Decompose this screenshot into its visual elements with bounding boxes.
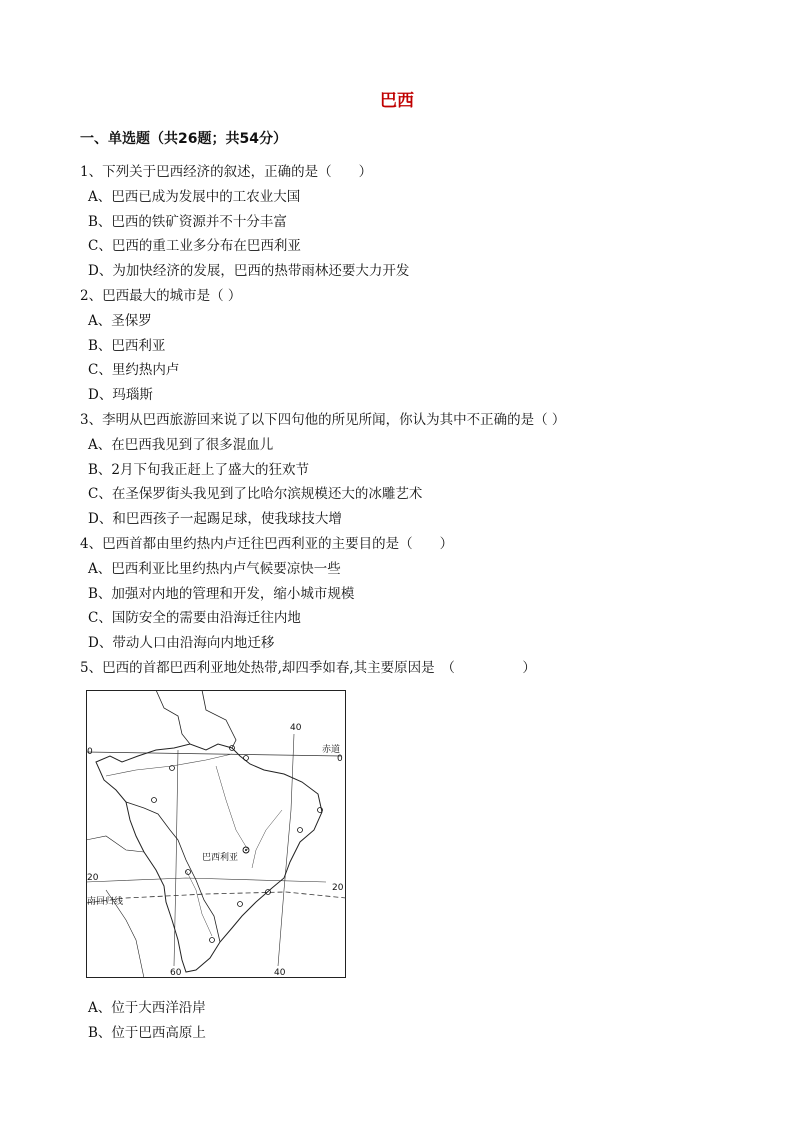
question-option: C、在圣保罗街头我见到了比哈尔滨规模还大的冰雕艺术 bbox=[88, 486, 423, 503]
question-option: A、巴西已成为发展中的工农业大国 bbox=[88, 188, 301, 205]
question-5-options bbox=[80, 996, 720, 1046]
question-option: A、巴西利亚比里约热内卢气候要凉快一些 bbox=[88, 560, 341, 577]
question-option: D、为加快经济的发展，巴西的热带雨林还要大力开发 bbox=[88, 263, 410, 280]
question-option: C、巴西的重工业多分布在巴西利亚 bbox=[88, 238, 301, 255]
page-title: 巴西 bbox=[380, 91, 414, 111]
question-stem: 1、下列关于巴西经济的叙述，正确的是（ ） bbox=[80, 164, 373, 180]
map-label-lat20-left: 20 bbox=[87, 873, 99, 883]
map-label-lat0-right: 0 bbox=[337, 754, 343, 764]
question-option: D、玛瑙斯 bbox=[88, 387, 153, 404]
question-option: A、位于大西洋沿岸 bbox=[88, 1000, 206, 1016]
question-stem: 3、李明从巴西旅游回来说了以下四句他的所见所闻，你认为其中不正确的是（ ） bbox=[80, 411, 566, 428]
section-heading: 一、单选题（共26题；共54分） bbox=[80, 131, 287, 147]
question-option: A、在巴西我见到了很多混血儿 bbox=[88, 436, 274, 453]
question-option: B、巴西利亚 bbox=[88, 337, 166, 354]
question-option: C、国防安全的需要由沿海迁往内地 bbox=[88, 610, 301, 627]
question-option: B、位于巴西高原上 bbox=[88, 1024, 206, 1041]
map-frame bbox=[87, 691, 346, 978]
question-option: D、和巴西孩子一起踢足球，使我球技大增 bbox=[88, 511, 342, 528]
question-option: B、巴西的铁矿资源并不十分丰富 bbox=[88, 213, 287, 230]
question-stem: 2、巴西最大的城市是（ ） bbox=[80, 287, 242, 304]
map-label-lat0-left: 0 bbox=[87, 747, 93, 757]
brazil-map bbox=[86, 690, 346, 978]
map-label-capital: 巴西利亚 bbox=[202, 853, 239, 863]
question-option: C、里约热内卢 bbox=[88, 362, 180, 379]
question-option: A、圣保罗 bbox=[88, 312, 152, 329]
question-stem: 4、巴西首都由里约热内卢迁往巴西利亚的主要目的是（ ） bbox=[80, 535, 454, 552]
map-label-lon60-bottom: 60 bbox=[170, 968, 182, 978]
question-option: B、2月下旬我正赶上了盛大的狂欢节 bbox=[88, 461, 310, 478]
map-label-lon40-bottom: 40 bbox=[274, 968, 286, 978]
brazil-map-figure bbox=[86, 690, 346, 978]
question-list bbox=[80, 160, 720, 681]
question-option: D、带动人口由沿海向内地迁移 bbox=[88, 635, 275, 652]
question-stem: 5、巴西的首都巴西利亚地处热带,却四季如春,其主要原因是 （ ） bbox=[80, 659, 536, 676]
question-option: B、加强对内地的管理和开发，缩小城市规模 bbox=[88, 585, 355, 602]
map-label-equator: 赤道 bbox=[322, 745, 341, 755]
map-label-lon40-top: 40 bbox=[290, 723, 302, 733]
map-label-tropic: 南回归线 bbox=[87, 897, 124, 907]
capital-marker-dot bbox=[245, 849, 247, 851]
map-label-lat20-right: 20 bbox=[332, 883, 344, 893]
